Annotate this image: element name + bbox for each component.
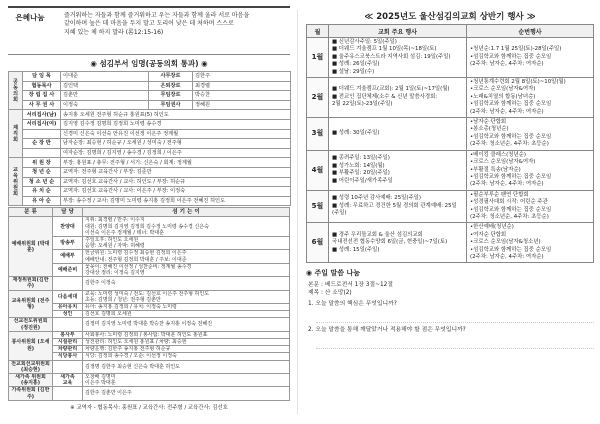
schedule-row <box>307 118 594 151</box>
schedule-row <box>307 223 594 263</box>
committee-group: 봉사위원회 (오세원) <box>9 331 53 360</box>
edu-row <box>9 167 291 177</box>
committee-role: 식당봉사 <box>53 353 83 360</box>
schedule-month: 2월 <box>307 78 329 118</box>
schedule-title: ≪ 2025년도 울산섬김의교회 상반기 행사 ≫ <box>364 12 536 22</box>
org-name: 이대준 <box>61 72 149 82</box>
schedule-month: 5월 <box>307 190 329 223</box>
committee-role: 다음세대 <box>53 290 83 303</box>
org-name: 최경렬 <box>193 81 291 91</box>
schedule-row <box>307 190 594 223</box>
edu-row <box>9 158 291 168</box>
committee-role: 시설관리 <box>53 338 83 345</box>
org-row <box>9 91 291 101</box>
edu-role: 유 아 순 <box>23 196 61 206</box>
committee-row <box>9 360 290 373</box>
committee-group: 교육위원회 (전주형) <box>9 290 53 318</box>
col-header-category: 분 류 <box>9 208 53 217</box>
committee-group: 재정위원회(김한주) <box>9 277 53 290</box>
org-role: 담 임 목 <box>23 72 61 82</box>
schedule-month: 4월 <box>307 150 329 190</box>
committee-role: 방송부 <box>53 236 83 249</box>
committee-members: 김한주 이정숙 <box>83 277 290 290</box>
page-divider <box>297 10 298 414</box>
org-name: 김지영 김수정 김명희 김정희 노미령 송수경 <box>61 119 291 129</box>
committee-role: 예배부 <box>53 250 83 263</box>
committee-group: 전교회선교위원회 (최승현) <box>9 360 53 373</box>
schedule-rotation: •필순부루순 팬연 단합회 •성경필사대회 시작: 어린순 주관 •섬김학교와 함께하는 집중 순모임 (2주차: 청소년순, 4주차: 초등순) <box>467 190 594 223</box>
committee-role: 찬양대 <box>53 217 83 237</box>
committee-members: 김정미 김지영 노미령 박대훈 박승찬 송지홍 이정숙 전혜진 <box>83 318 290 331</box>
edu-role: 청 년 순 <box>23 167 61 177</box>
committee-group: 새가족 위원회 (송지홍) <box>9 373 53 386</box>
committee-row <box>9 290 290 303</box>
org-name: 여자순장: 김명희 / 김지영 / 송수경 / 김정희 / 이은주 <box>61 148 291 158</box>
committee-role <box>53 360 83 373</box>
verse-text: 즐거워하는 자들과 함께 즐거워하고 우는 자들과 함께 울라 서로 마음을 같이하며 높은 데 마음을 두지 말고 도리어 낮은 데 처하며 스스로 지혜 있는 체 하지 말라 (롬12:15-16) <box>64 12 250 36</box>
schedule-events: ■ 경주 우리돌교회 & 울산 섬김의교회 국내전선전 협동수양회 6일(금, 현충일)~7일(토) ■ 성례: 15일(주일) <box>329 223 467 263</box>
org-name: 김한주 <box>193 72 291 82</box>
schedule-month: 6월 <box>307 223 329 263</box>
committee-members: 주일오후: 허인도 오세원 음향: 오세원 / 자막: 허혜령 <box>83 236 290 249</box>
committee-row <box>9 331 290 338</box>
schedule-rotation: •청년통계수련회 2월 8일(토)~10일(월) •크로스 순모임(남자&여자) •노래&치열의 합동(남녀층) •섬김학교와 함께하는 집중 순모임 (2주차: 남자순, 4주차: 여자순) <box>467 78 594 118</box>
col-header-members: 섬 기 는 이 <box>83 208 290 217</box>
org-row <box>9 72 291 82</box>
left-page <box>8 6 290 420</box>
org-row <box>9 81 291 91</box>
org-role: 사무장로 <box>149 72 193 82</box>
edu-name: 교역자: 전주형 교육간사 / 부장: 김준만 <box>61 167 291 177</box>
org-name: 이정숙 <box>61 100 149 110</box>
org-role: 순 장 반 <box>23 139 61 149</box>
org-row <box>9 148 291 158</box>
committee-role: 봉사부 <box>53 331 83 338</box>
org-name: 박승찬 <box>193 91 291 101</box>
schedule-month: 3월 <box>307 118 329 151</box>
committee-members: 김선호 김명희 오세원 <box>83 311 290 318</box>
org-role: 협동목사 <box>23 81 61 91</box>
org-role: 무임장로 <box>149 91 193 101</box>
org-name: 김춘만 <box>61 91 149 101</box>
schedule-row <box>307 150 594 190</box>
committee-members: 헌금위원: 노미령 김수정 최승현 김정희 이은주 예배안내: 전주형 김정희 박대훈 / 주보: 이대준 <box>83 250 290 263</box>
edu-role: 위 원 장 <box>23 158 61 168</box>
schedule-row <box>307 38 594 78</box>
committee-role <box>53 387 83 400</box>
org-name: 송지홍 오세원 전주형 허순규 홍원표(5) 허인도 <box>61 110 291 120</box>
committee-members: 김정명 김한주 최승현 신은숙 박대훈 허인도 <box>83 360 290 373</box>
committee-members: 김한주 김춘만 이은주 <box>83 387 290 400</box>
committee-members: 유아: 송지홍 김정희 / 유치: 이정숙 노미령 <box>83 303 290 310</box>
committee-group: 가족위원회 (김한주) <box>9 387 53 400</box>
org-role: 서리집사(남) <box>23 110 61 120</box>
schedule-rotation: •한산예배(청년순) •여자순 단합회 •크로스 순모임(남자&청소년) •섬김학교와 함께하는 집중 순모임 (2주차: 남자순, 4주차: 여자순) <box>467 223 594 263</box>
right-page <box>306 6 594 420</box>
committee-role: 예배준비 <box>53 263 83 276</box>
org-name: 남자순장: 최승현 / 허순규 / 오세원 / 성미숙 / 전주형 <box>61 139 291 149</box>
org-name: 정혜원 <box>193 100 291 110</box>
word-sharing-title: ◉ 주일 말씀 나눔 <box>306 269 360 278</box>
committee-members: 지휘: 최경렬 / 반주: 이수지 대원: 김명희 김지영 김정희 김수정 노미령 송수경 신은숙 이선숙 이은주 정계월 / 테너: 박대훈 <box>83 217 290 237</box>
org-table <box>8 71 291 206</box>
answer-space-2[interactable] <box>316 334 594 349</box>
committee-role: 새가족 교육 <box>53 373 83 386</box>
edu-role: 청 소 년 순 <box>23 177 61 187</box>
verse-tag: 은혜나눔 <box>15 13 45 22</box>
org-group-label: 제 직 회 <box>9 110 23 158</box>
schedule-table <box>306 24 594 263</box>
col-header-month: 월 <box>307 25 329 38</box>
committee-row <box>9 373 290 386</box>
sermon-passage: 본문 : 베드로전서 1장 3절~12절 <box>308 282 393 289</box>
edu-row <box>9 187 291 197</box>
edu-row <box>9 196 291 206</box>
org-name: 김인택 <box>61 81 149 91</box>
col-header-rotation: 순번행사 <box>467 25 594 38</box>
committee-members: 꽃꽂이: 전혜진 이선정 / 성찬준비: 정계월 송수경 강대상 정리: 이정숙 김지영 <box>83 263 290 276</box>
schedule-row <box>307 78 594 118</box>
question-2: 2. 오늘 말씀을 통해 깨달았거나 적용해야 할 점은 무엇입니까? <box>308 327 466 334</box>
committee-row <box>9 318 290 331</box>
schedule-rotation: •남자순 단합회 •봉소총(청년순) •섬김학교와 함께하는 집중 순모임 (2주차: 청소년순, 4주차: 초등순) <box>467 118 594 151</box>
org-role: 장 립 집 사 <box>23 91 61 101</box>
schedule-events: ■ 신년감사주일: 5일(주일) ■ 더웨드 겨울캠프 1월 10일(목)~18일(토) ■ 울주유스코북스트라 지역사회 섬김: 19일(주일) ■ 성례: 26일(주일) ■ 설날: 29일(수) <box>329 38 467 78</box>
committee-members: 사회봉사: 노미령 김정희 / 봉사팀: 박대훈 허인도 홍원표 <box>83 331 290 338</box>
org-row <box>9 139 291 149</box>
org-role: 서리집사(여) <box>23 119 61 129</box>
committee-members: 차량운행: 김한주 송지홍 전주형 허순규 <box>83 346 290 353</box>
org-row <box>9 100 291 110</box>
org-role <box>23 148 61 158</box>
org-role: 은퇴장로 <box>149 81 193 91</box>
answer-space-1[interactable] <box>316 308 594 323</box>
col-header-events: 교회 주요 행사 <box>329 25 467 38</box>
org-role <box>23 129 61 139</box>
staff-footer: ※ 교역자 - 협동목사: 홍원표 / 교육간사: 전주형 / 교육간사: 김선호 <box>70 404 228 411</box>
committee-role: 차량관리 <box>53 346 83 353</box>
committee-role: 유아유치 <box>53 303 83 310</box>
org-role: 무임권사 <box>149 100 193 110</box>
org-row <box>9 119 291 129</box>
committee-role <box>53 318 83 331</box>
edu-name: 교역자: 김선호 교육간사 / 교사: 허인도 / 부장: 허순규 <box>61 177 291 187</box>
edu-row <box>9 177 291 187</box>
committee-group: 선교전도위원회 (정진원) <box>9 318 53 331</box>
committee-table <box>8 207 290 400</box>
committee-row <box>9 217 290 237</box>
org-name: 신경미 신은숙 이선숙 안유진 이선정 이은주 정계월 <box>61 129 291 139</box>
org-role: 사 무 권 사 <box>23 100 61 110</box>
schedule-events: ■ 더웨드 겨울캠프(교회): 2월 1일(토)~17일(월) ■ 전교인 집단체제(소수 & 신년 말씀사경회: 2월 22일(토)-23일(주일) <box>329 78 467 118</box>
section-title: ◉ 섬김부서 임명(공동의회 통과) ◉ <box>90 59 208 68</box>
edu-name: 부장: 송수정 / 교사: 김명미 노미령 송지홍 김정희 이은주 전혜진 허인도 <box>61 196 291 206</box>
committee-members: 성전관리: 허인도 오세원 홍원표 / 차량: 최승현 <box>83 338 290 345</box>
col-header-role: 담 당 <box>53 208 83 217</box>
committee-row <box>9 277 290 290</box>
org-row <box>9 110 291 120</box>
committee-role <box>53 277 83 290</box>
committee-group: 예배위원회 (박대훈) <box>9 217 53 277</box>
committee-role: 성인 <box>53 311 83 318</box>
schedule-month: 1월 <box>307 38 329 78</box>
edu-role: 유 치 순 <box>23 187 61 197</box>
edu-group-label: 교 육 위 원 회 <box>9 158 23 206</box>
sermon-title: 제목 : 산 소망(2) <box>308 290 352 297</box>
question-1: 1. 오늘 말씀의 핵심은 무엇입니까? <box>308 301 397 308</box>
edu-name: 부장: 홍원표 / 총무: 전주형 / 서기: 신은숙 / 회계: 정계월 <box>61 158 291 168</box>
org-group-label: 공 동 의 회 <box>9 72 23 110</box>
schedule-events: ■ 종려주일: 13일(주일) ■ 성가노회: 14일(월) ■ 부활주일: 20일(주일) ■ 어린이주일/새가족주일 <box>329 150 467 190</box>
committee-members: 교육: 노미령 성미숙 / 전도: 김선호 이은주 전주형 허인도 초등: 김명희 / 청년: 전주형 김춘만 <box>83 290 290 303</box>
committee-row <box>9 387 290 400</box>
verse-box <box>8 6 290 55</box>
schedule-rotation: •청년순:1.7 1월 25일(토)-28일(주일) •섬김학교와 함께하는 집중 순모임 (2주차: 남자순, 4주차: 여자순) <box>467 38 594 78</box>
committee-members: 식당: 김정희 송수경 / 오순: 이선정 이정숙 <box>83 353 290 360</box>
schedule-events: ■ 성령 10주년 감사예배: 25일(주일) ■ 성례: 무료하고 경건한 5월 경의회 관계예배: 25일(주일) <box>329 190 467 223</box>
edu-name: 교역자: 김선호 교육간사 / 교사: 이은주 / 부장: 이정숙 <box>61 187 291 197</box>
schedule-events: ■ 성례: 30일(주일) <box>329 118 467 151</box>
committee-members: 오창배 김명미 이은주 박대훈 <box>83 373 290 386</box>
schedule-rotation: •베이킹 클래스(청년순) •크로스 순모임(남자&여자) •부활절 특송(남자순) •섬김학교와 함께하는 집중 순모임 (2주차: 남자순, 4주차: 여자순) <box>467 150 594 190</box>
org-row <box>9 129 291 139</box>
